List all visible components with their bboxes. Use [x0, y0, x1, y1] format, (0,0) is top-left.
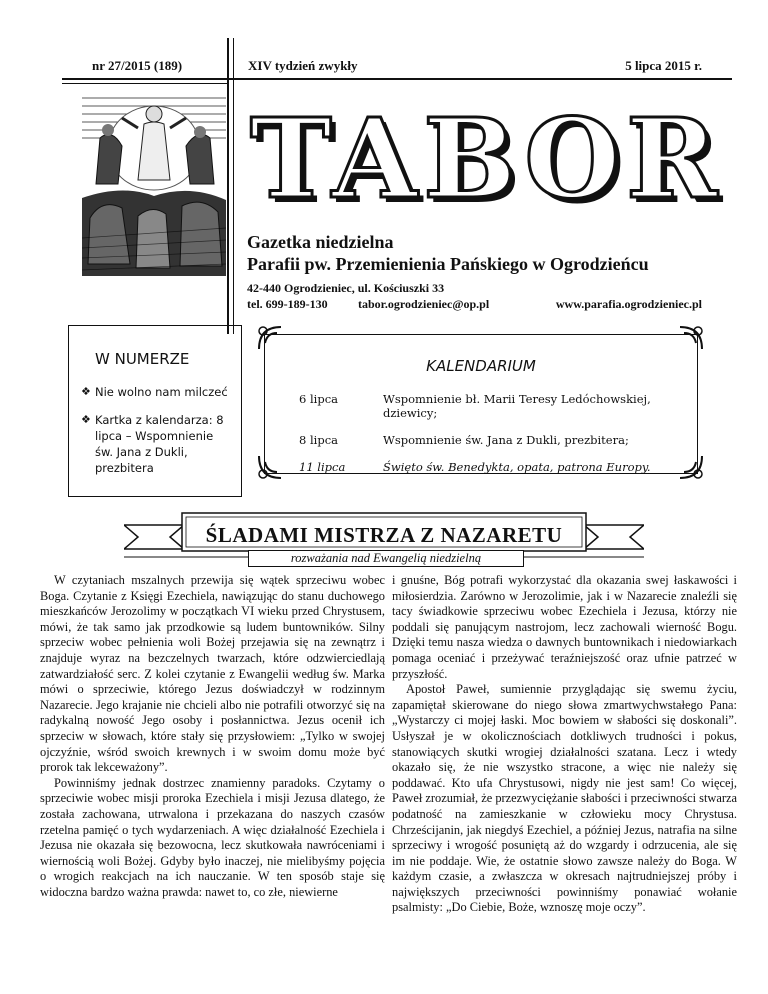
calendar-entry: Wspomnienie bł. Marii Teresy Ledóchowskiej, dziewicy; — [383, 392, 651, 420]
in-this-issue-box — [68, 325, 242, 497]
article-paragraph: i gnuśne, Bóg potrafi wykorzystać dla okazania swej łaskawości i miłosierdzia. Zarówno w Jerozolimie, jak i w Nazarecie znaleźli się tacy świadkowie sprzeciwu wobec Ezechiela i Jezusa, którzy nie poddali się panującym nastrojom, lecz zachowali wierność Bogu. Dzięki temu nasza wiedza o dawnych buntownikach i niedowiarkach pomaga oceniać i przeżywać teraźniejszość oraz ufnie patrzeć w przyszłość. — [392, 573, 737, 681]
liturgical-week: XIV tydzień zwykły — [248, 58, 358, 73]
issue-number: nr 27/2015 (189) — [92, 58, 183, 73]
parish-email[interactable]: tabor.ogrodzieniec@op.pl — [358, 297, 490, 311]
parish-website[interactable]: www.parafia.ogrodzieniec.pl — [555, 297, 702, 311]
frame-vertical-rule-thin — [233, 38, 234, 334]
frame-vertical-rule — [227, 38, 229, 334]
section-subtitle: rozważania nad Ewangelią niedzielną — [248, 550, 524, 567]
masthead-title: TABOR — [250, 94, 724, 223]
calendar-entry: Święto św. Benedykta, opata, patrona Europy. — [383, 460, 651, 474]
calendar-row — [295, 423, 687, 450]
calendar-date: 11 lipca — [299, 460, 346, 474]
subtitle-parish: Parafii pw. Przemienienia Pańskiego w Ogrodzieńcu — [247, 254, 649, 274]
parish-address: 42-440 Ogrodzieniec, ul. Kościuszki 33 — [247, 281, 445, 295]
scroll-ornament-icon — [676, 452, 706, 482]
article-paragraph: Powinniśmy jednak dostrzec znamienny paradoks. Czytamy o sprzeciwie wobec misji proroka Ezechiela i misji Jezusa dlatego, że została zachowana, utrwalona i przekazana do naszych czasów rzetelna pamięć o tych wydarzeniach. A więc działalność Ezechiela i Jezusa nie okazała się bezowocna, lecz skutkowała nawróceniami i wiernością woli Bożej. Gdyby było inaczej, nie mielibyśmy pojęcia o wrogich reakcjach na ich nauczanie. W ten sposób staje się widoczna bardzo ważna prawda: nawet to, co złe, niewierne — [40, 775, 385, 899]
section-title: ŚLADAMI MISTRZA Z NAZARETU — [205, 523, 563, 547]
scroll-ornament-icon — [255, 452, 285, 482]
subtitle-gazette: Gazetka niedzielna — [247, 232, 394, 252]
calendar-table — [295, 389, 687, 477]
header-rule — [62, 78, 732, 80]
calendar-box — [264, 334, 698, 474]
header-rule-thin — [62, 83, 228, 84]
calendar-date: 6 lipca — [299, 392, 338, 406]
in-this-issue-item[interactable]: ❖ Kartka z kalendarza: 8 lipca – Wspomnienie św. Jana z Dukli, prezbitera — [81, 412, 233, 476]
in-this-issue-title: W NUMERZE — [95, 350, 190, 368]
calendar-date: 8 lipca — [299, 433, 338, 447]
article-paragraph: W czytaniach mszalnych przewija się wątek sprzeciwu wobec Boga. Czytanie z Księgi Ezechiela, nawiązując do stanu duchowego mieszkańców Jerozolimy w początkach VI wieku przed Chrystusem, mówi, że tak samo jak przodkowie są ludem buntowników. Silny sprzeciw wobec pełnienia woli Bożej przejawia się na zewnątrz i znajduje wyraz na bezczelnych twarzach, które odzwierciedlają zatwardziałość serc. Z kolei czytanie z Ewangelii według św. Marka mówi o sprzeciwie, którego Jezus doświadczył w rodzinnym Nazarecie. Jego krajanie nie chcieli albo nie potrafili otworzyć się na radykalną nowość Jego osoby i posłannictwa. Jezus ocenił ich sprzeciw w słowach, które stały się przysłowiem: „Tylko w swojej ojczyźnie, wśród swoich krewnych i w swoim domu może być prorok tak lekceważony”. — [40, 573, 385, 775]
calendar-row — [295, 450, 687, 477]
article-column-left — [40, 573, 385, 900]
scroll-ornament-icon — [255, 323, 285, 353]
transfiguration-engraving — [82, 88, 226, 276]
article-column-right — [392, 573, 737, 916]
calendar-title: KALENDARIUM — [426, 357, 536, 375]
parish-phone: tel. 699-189-130 — [247, 297, 328, 311]
calendar-row — [295, 389, 687, 423]
article-paragraph: Apostoł Paweł, sumiennie przyglądając się swemu życiu, zapamiętał skierowane do niego słowa zmartwychwstałego Pana: „Wystarczy ci mojej łaski. Moc bowiem w słabości się doskonali”. Usłyszał je w okolicznościach dotkliwych trudności i pokus, stanowiących skutki wrogiej działalności szatana. Lecz i wtedy okazało się, że nie wszystko stracone, a więc nie należy się poddawać. Kto ufa Chrystusowi, nigdy nie jest sam! Co więcej, Paweł zrozumiał, że przezwyciężanie słabości i przeciwności stwarza podatność na zamieszkanie w człowieku mocy Chrystusa. Chrześcijanin, jak niegdyś Ezechiel, a później Jezus, natrafia na silne sprzeciwy i wrogość posuniętą aż do wzgardy i odrzucenia, ale się im nie poddaje. Wie, że ostatnie słowo zawsze należy do Boga. W każdym czasie, a zwłaszcza w okresach najtrudniejszej próby i największych przeciwności powinniśmy ponawiać wołanie psalmisty: „Do Ciebie, Boże, wznoszę moje oczy”. — [392, 682, 737, 915]
in-this-issue-item[interactable]: ❖ Nie wolno nam milczeć — [81, 384, 233, 400]
scroll-ornament-icon — [676, 323, 706, 353]
issue-date: 5 lipca 2015 r. — [625, 58, 702, 73]
calendar-entry: Wspomnienie św. Jana z Dukli, prezbitera; — [383, 433, 629, 447]
in-this-issue-list — [69, 384, 241, 476]
